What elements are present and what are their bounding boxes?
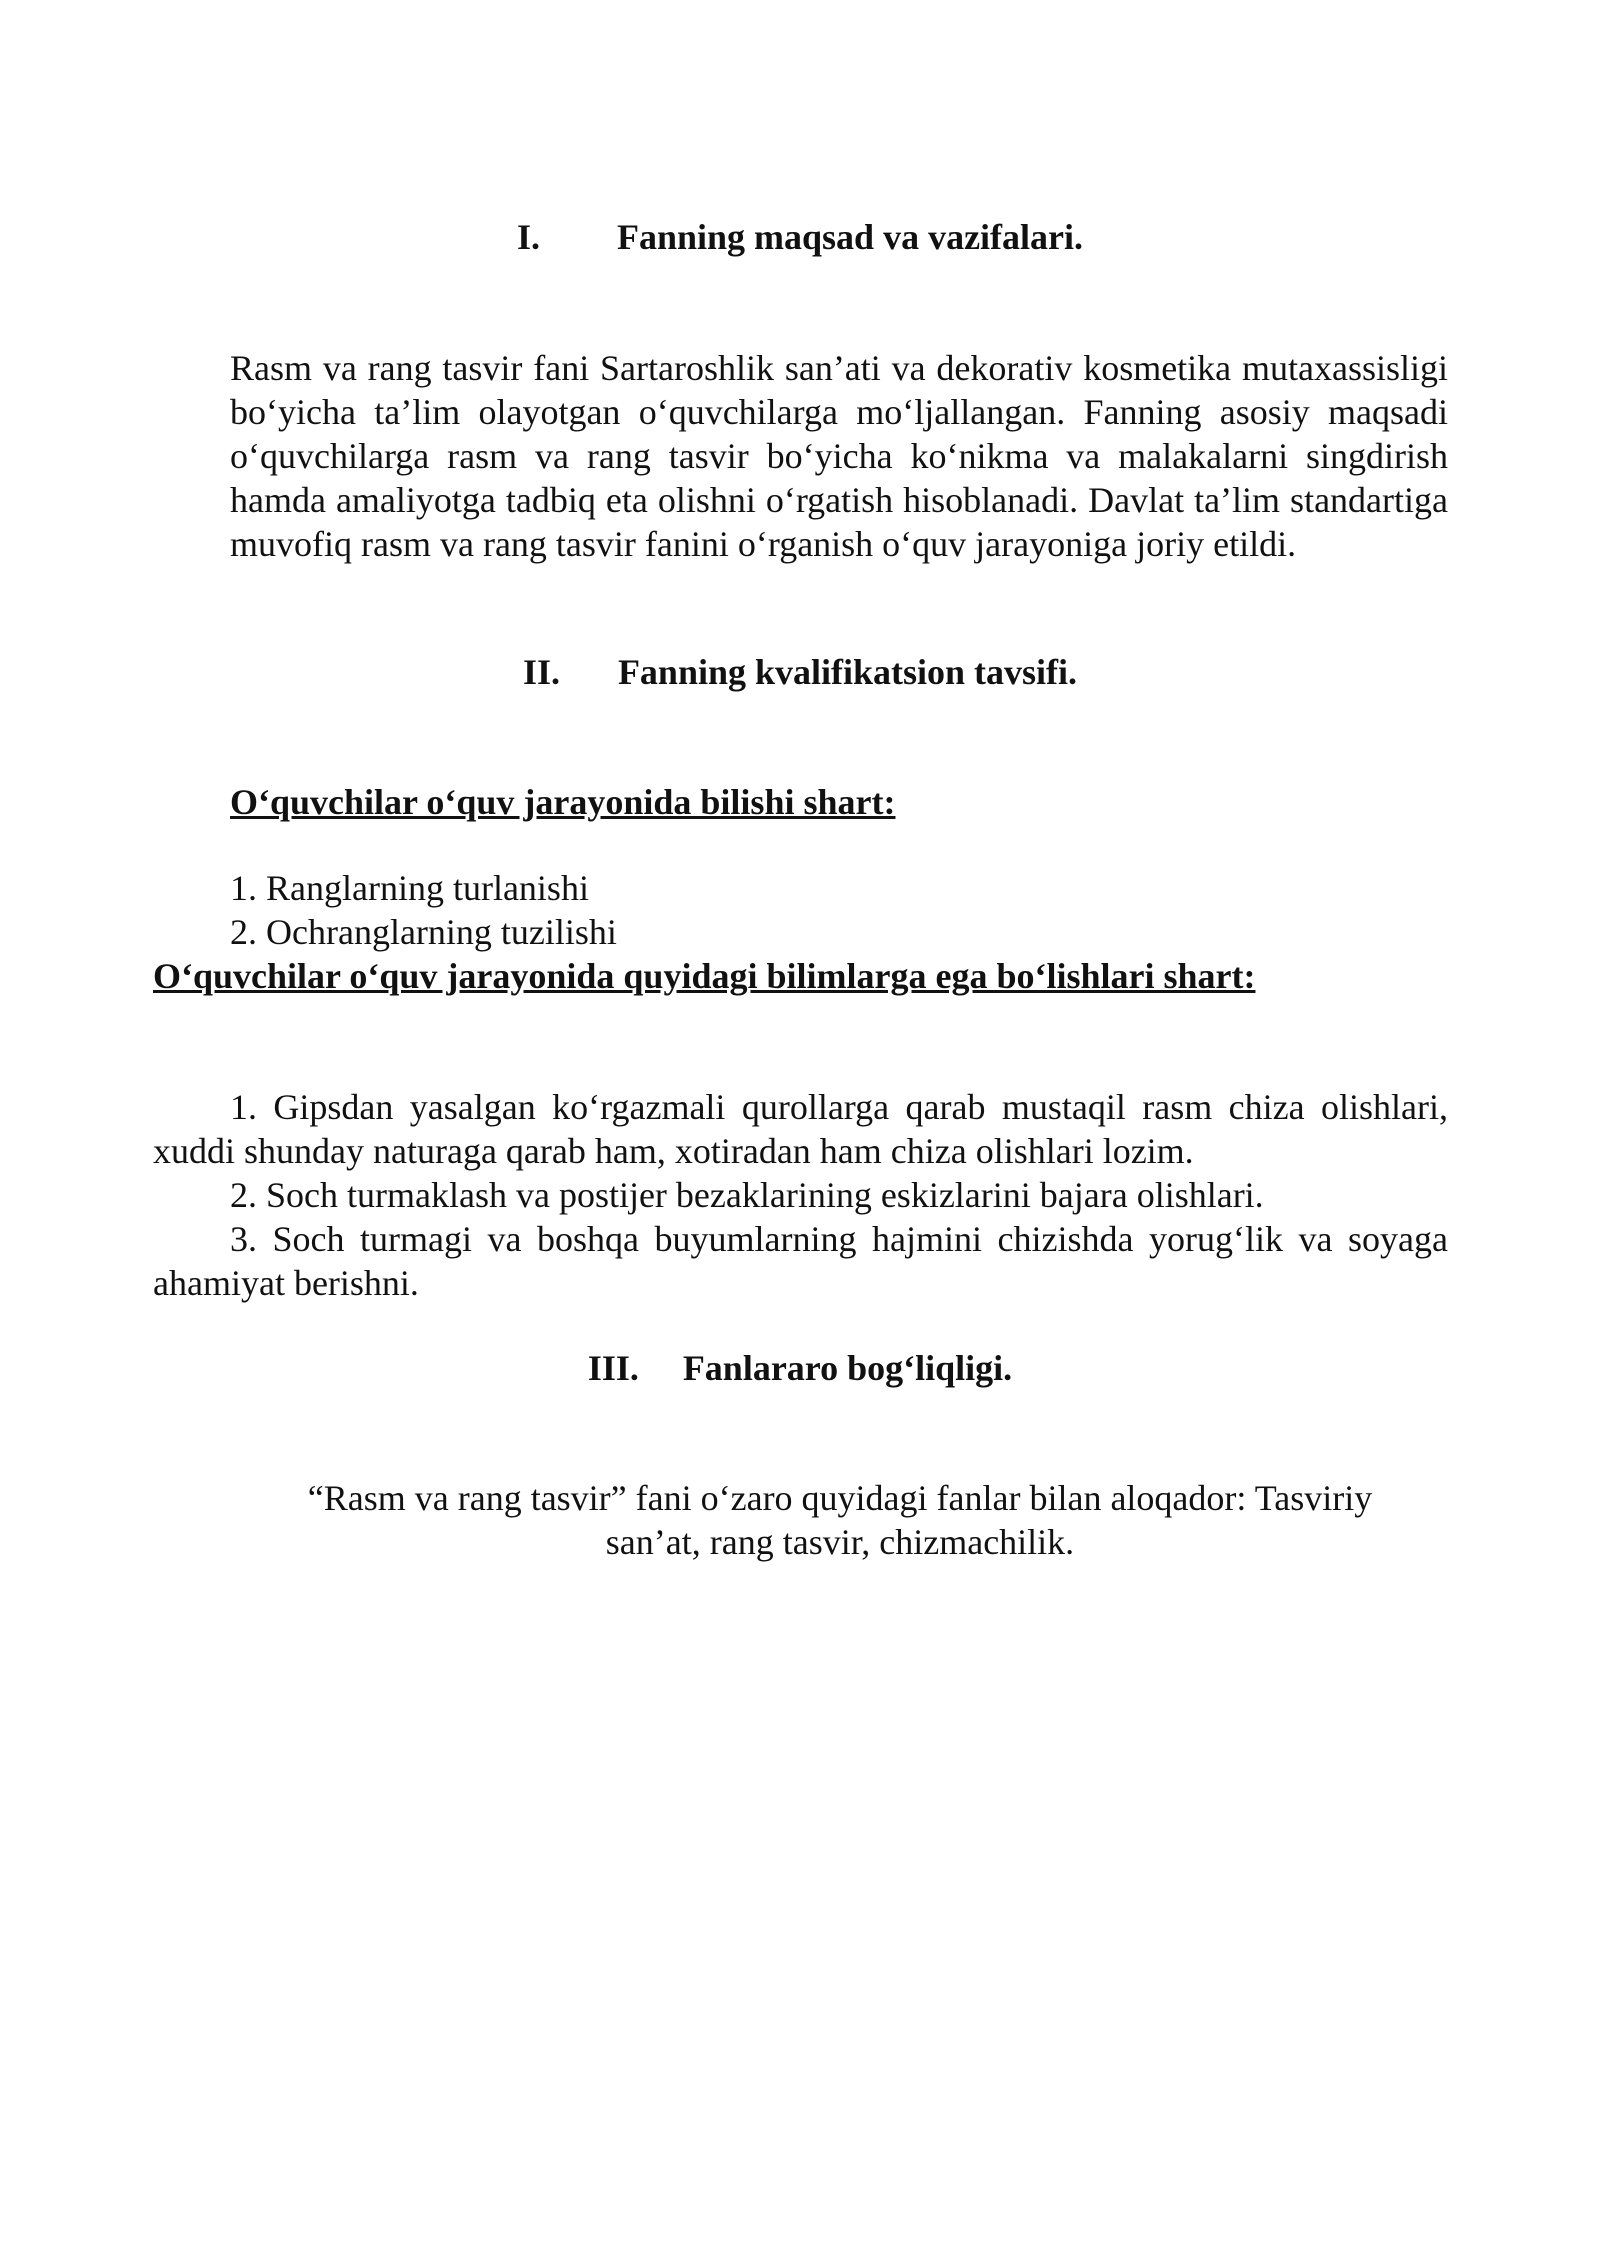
list-item: 1. Gipsdan yasalgan ko‘rgazmali qurollarga qarab mustaqil rasm chiza olishlari, xuddi shunday naturaga qarab ham, xotiradan ham chiza olishlari lozim. (153, 1087, 1448, 1171)
list-item: 2. Soch turmaklash va postijer bezaklarining eskizlarini bajara olishlari. (230, 1175, 1264, 1215)
section-2-heading (0, 650, 1600, 694)
section-3-heading (0, 1346, 1600, 1390)
list-item: 1. Ranglarning turlanishi (230, 868, 589, 908)
section-3-title: Fanlararo bog‘liqligi. (682, 1348, 1013, 1388)
subheading-must-know: O‘quvchilar o‘quv jarayonida bilishi shart: (230, 782, 896, 822)
must-know-list (153, 866, 1448, 954)
section-1-heading (0, 215, 1600, 259)
section-3-paragraph: “Rasm va rang tasvir” fani o‘zaro quyidagi fanlar bilan aloqador: Tasviriy san’at, rang tasvir, chizmachilik. (307, 1478, 1373, 1562)
section-2-number: II. (522, 652, 560, 692)
section-2-title: Fanning kvalifikatsion tavsifi. (617, 652, 1078, 692)
list-item: 2. Ochranglarning tuzilishi (230, 912, 617, 952)
section-3-number: III. (587, 1348, 639, 1388)
section-1-paragraph-text: Rasm va rang tasvir fani Sartaroshlik san’ati va dekorativ kosmetika mutaxassisligi bo‘yicha ta’lim olayotgan o‘quvchilarga mo‘ljallangan. Fanning asosiy maqsadi o‘quvchilarga rasm va rang tasvir bo‘yicha ko‘nikma va malakalarni singdirish hamda amaliyotga tadbiq eta olishni o‘rgatish hisoblanadi. Davlat ta’lim standartiga muvofiq rasm va rang tasvir fanini o‘rganish o‘quv jarayoniga joriy etildi. (230, 348, 1448, 564)
knowledge-list (153, 1085, 1448, 1305)
section-1-paragraph (153, 346, 1448, 566)
section-1-number: I. (516, 217, 540, 257)
section-1-title: Fanning maqsad va vazifalari. (616, 217, 1084, 257)
subheading-knowledge: O‘quvchilar o‘quv jarayonida quyidagi bilimlarga ega bo‘lishlari shart: (153, 956, 1256, 996)
list-item: 3. Soch turmagi va boshqa buyumlarning hajmini chizishda yorug‘lik va soyaga ahamiyat berishni. (153, 1219, 1448, 1303)
